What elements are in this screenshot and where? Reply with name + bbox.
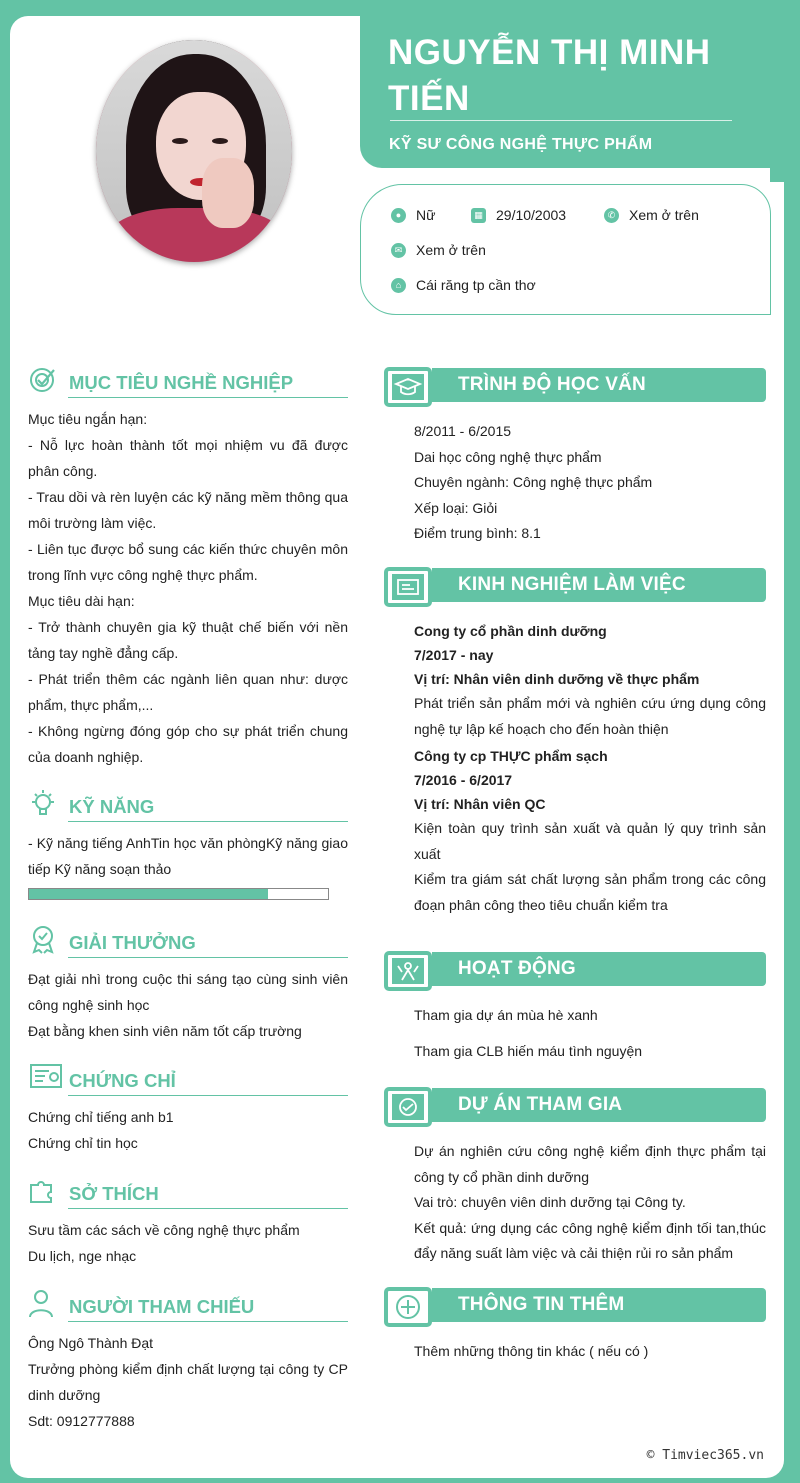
education-line: 8/2011 - 6/2015	[414, 423, 512, 439]
section-title: HOẠT ĐỘNG	[458, 958, 576, 979]
candidate-title: KỸ SƯ CÔNG NGHỆ THỰC PHẨM	[389, 136, 653, 153]
section-title: NGƯỜI THAM CHIẾU	[69, 1296, 255, 1317]
objective-line: - Liên tục được bổ sung các kiến thức chuyên môn trong lĩnh vực công nghệ thực phẩm.	[28, 541, 348, 583]
education-line: Điểm trung bình: 8.1	[414, 525, 541, 541]
gender-value: Nữ	[416, 207, 436, 223]
plus-circle-icon	[384, 1287, 432, 1327]
certificate-line: Chứng chỉ tiếng anh b1	[28, 1109, 174, 1125]
target-icon	[28, 364, 58, 394]
certificate-line: Chứng chỉ tin học	[28, 1135, 138, 1151]
home-icon: ⌂	[391, 278, 406, 293]
footer-credit: © Timviec365.vn	[646, 1448, 764, 1463]
activity-line: Tham gia CLB hiến máu tình nguyện	[414, 1043, 643, 1059]
section-objective	[28, 364, 348, 770]
contact-gender	[391, 207, 435, 223]
hobby-line: Sưu tầm các sách về công nghệ thực phẩm	[28, 1222, 300, 1238]
objective-text	[28, 406, 348, 770]
phone-icon: ✆	[604, 208, 619, 223]
activity-line: Tham gia dự án mùa hè xanh	[414, 1007, 598, 1023]
reference-line: Ông Ngô Thành Đạt	[28, 1335, 154, 1351]
person-icon: ●	[391, 208, 406, 223]
section-title: SỞ THÍCH	[69, 1183, 159, 1204]
section-additional	[384, 1287, 766, 1365]
section-activities	[384, 951, 766, 1069]
email-value: Xem ở trên	[416, 242, 486, 258]
objective-line: - Phát triển thêm các ngành liên quan như: dược phẩm, thực phẩm,...	[28, 671, 348, 713]
section-skills	[28, 788, 348, 900]
section-title: THÔNG TIN THÊM	[458, 1294, 625, 1315]
avatar-photo	[96, 40, 292, 262]
objective-line: - Không ngừng đóng góp cho sự phát triển chung của doanh nghiệp.	[28, 723, 348, 765]
section-experience	[384, 567, 766, 918]
contact-address	[391, 277, 536, 293]
contact-birthday	[471, 207, 566, 223]
additional-line: Thêm những thông tin khác ( nếu có )	[414, 1343, 649, 1359]
job-period: 7/2016 - 6/2017	[414, 772, 513, 788]
award-line: Đạt bằng khen sinh viên năm tốt cấp trường	[28, 1023, 302, 1039]
section-references	[28, 1288, 348, 1434]
job-company: Công ty cp THỰC phẩm sạch	[414, 748, 608, 764]
address-value: Cái răng tp cần thơ	[416, 277, 536, 293]
user-icon	[28, 1288, 58, 1318]
section-education	[384, 367, 766, 547]
objective-line: - Trau dồi và rèn luyện các kỹ năng mềm thông qua môi trường làm việc.	[28, 489, 348, 531]
objective-line: - Nỗ lực hoàn thành tốt mọi nhiệm vu đã được phân công.	[28, 437, 348, 479]
education-line: Chuyên ngành: Công nghệ thực phẩm	[414, 474, 653, 490]
section-title: TRÌNH ĐỘ HỌC VẤN	[458, 374, 646, 395]
job-position: Vị trí: Nhân viên QC	[414, 796, 546, 812]
objective-line: Mục tiêu ngắn hạn:	[28, 411, 148, 427]
section-certificates	[28, 1062, 348, 1156]
project-line: Dự án nghiên cứu công nghệ kiểm định thực phẩm tại công ty cổ phần dinh dưỡng	[414, 1143, 766, 1185]
contact-box	[360, 184, 771, 315]
project-line: Kết quả: ứng dụng các công nghệ kiểm định tối tan,thúc đẩy năng suất làm việc và cải thiện rủi ro sản phẩm	[414, 1219, 766, 1261]
section-hobbies	[28, 1175, 348, 1269]
hobby-line: Du lịch, nge nhạc	[28, 1248, 137, 1264]
puzzle-icon	[28, 1175, 58, 1205]
corner-fill	[770, 168, 784, 182]
section-title: CHỨNG CHỈ	[69, 1070, 176, 1091]
education-line: Xếp loại: Giỏi	[414, 499, 498, 516]
section-title: GIẢI THƯỞNG	[69, 932, 196, 953]
objective-line: Mục tiêu dài hạn:	[28, 593, 135, 609]
certificate-icon	[28, 1062, 64, 1092]
job-description: Kiểm tra giám sát chất lượng sản phẩm trong các công đoạn phân công theo tiêu chuẩn kiểm tra	[414, 871, 766, 913]
lightbulb-icon	[28, 788, 58, 818]
calendar-icon: ▦	[471, 208, 486, 223]
section-awards	[28, 924, 348, 1044]
job-position: Vị trí: Nhân viên dinh dưỡng về thực phẩm	[414, 671, 700, 687]
section-title: KINH NGHIỆM LÀM VIỆC	[458, 574, 686, 595]
job-description: Phát triển sản phẩm mới và nghiên cứu ứng dụng công nghệ tự lập kế hoạch cho đến hoàn thiện	[414, 695, 766, 737]
section-title: DỰ ÁN THAM GIA	[458, 1094, 623, 1115]
contact-phone	[604, 207, 699, 223]
contact-email	[391, 242, 486, 258]
section-title: KỸ NĂNG	[69, 796, 155, 817]
project-line: Vai trò: chuyên viên dinh dưỡng tại Công ty.	[414, 1194, 686, 1210]
skills-text: - Kỹ năng tiếng AnhTin học văn phòngKỹ năng giao tiếp Kỹ năng soạn thảo	[28, 835, 348, 877]
graduation-cap-icon	[384, 367, 432, 407]
award-icon	[28, 924, 58, 954]
birthday-value: 29/10/2003	[496, 207, 567, 223]
mail-icon: ✉	[391, 243, 406, 258]
job-company: Cong ty cổ phần dinh dưỡng	[414, 623, 607, 639]
award-line: Đạt giải nhì trong cuộc thi sáng tạo cùng sinh viên công nghệ sinh học	[28, 971, 348, 1013]
team-icon	[384, 951, 432, 991]
job-period: 7/2017 - nay	[414, 647, 494, 663]
reference-line: Trưởng phòng kiểm định chất lượng tại công ty CP dinh dưỡng	[28, 1361, 348, 1403]
skill-level-fill	[29, 889, 268, 899]
phone-value: Xem ở trên	[629, 207, 699, 223]
objective-line: - Trở thành chuyên gia kỹ thuật chế biến với nền tảng tay nghề đẳng cấp.	[28, 619, 348, 661]
handshake-icon	[384, 1087, 432, 1127]
reference-line: Sdt: 0912777888	[28, 1413, 135, 1429]
skill-level-bar	[28, 888, 329, 900]
candidate-name: NGUYỄN THỊ MINH TIẾN	[388, 33, 711, 118]
section-title: MỤC TIÊU NGHỀ NGHIỆP	[69, 372, 294, 393]
job-description: Kiện toàn quy trình sản xuất và quản lý quy trình sản xuất	[414, 820, 766, 862]
education-line: Dai học công nghệ thực phẩm	[414, 448, 602, 465]
briefcase-icon	[384, 567, 432, 607]
section-projects	[384, 1087, 766, 1267]
